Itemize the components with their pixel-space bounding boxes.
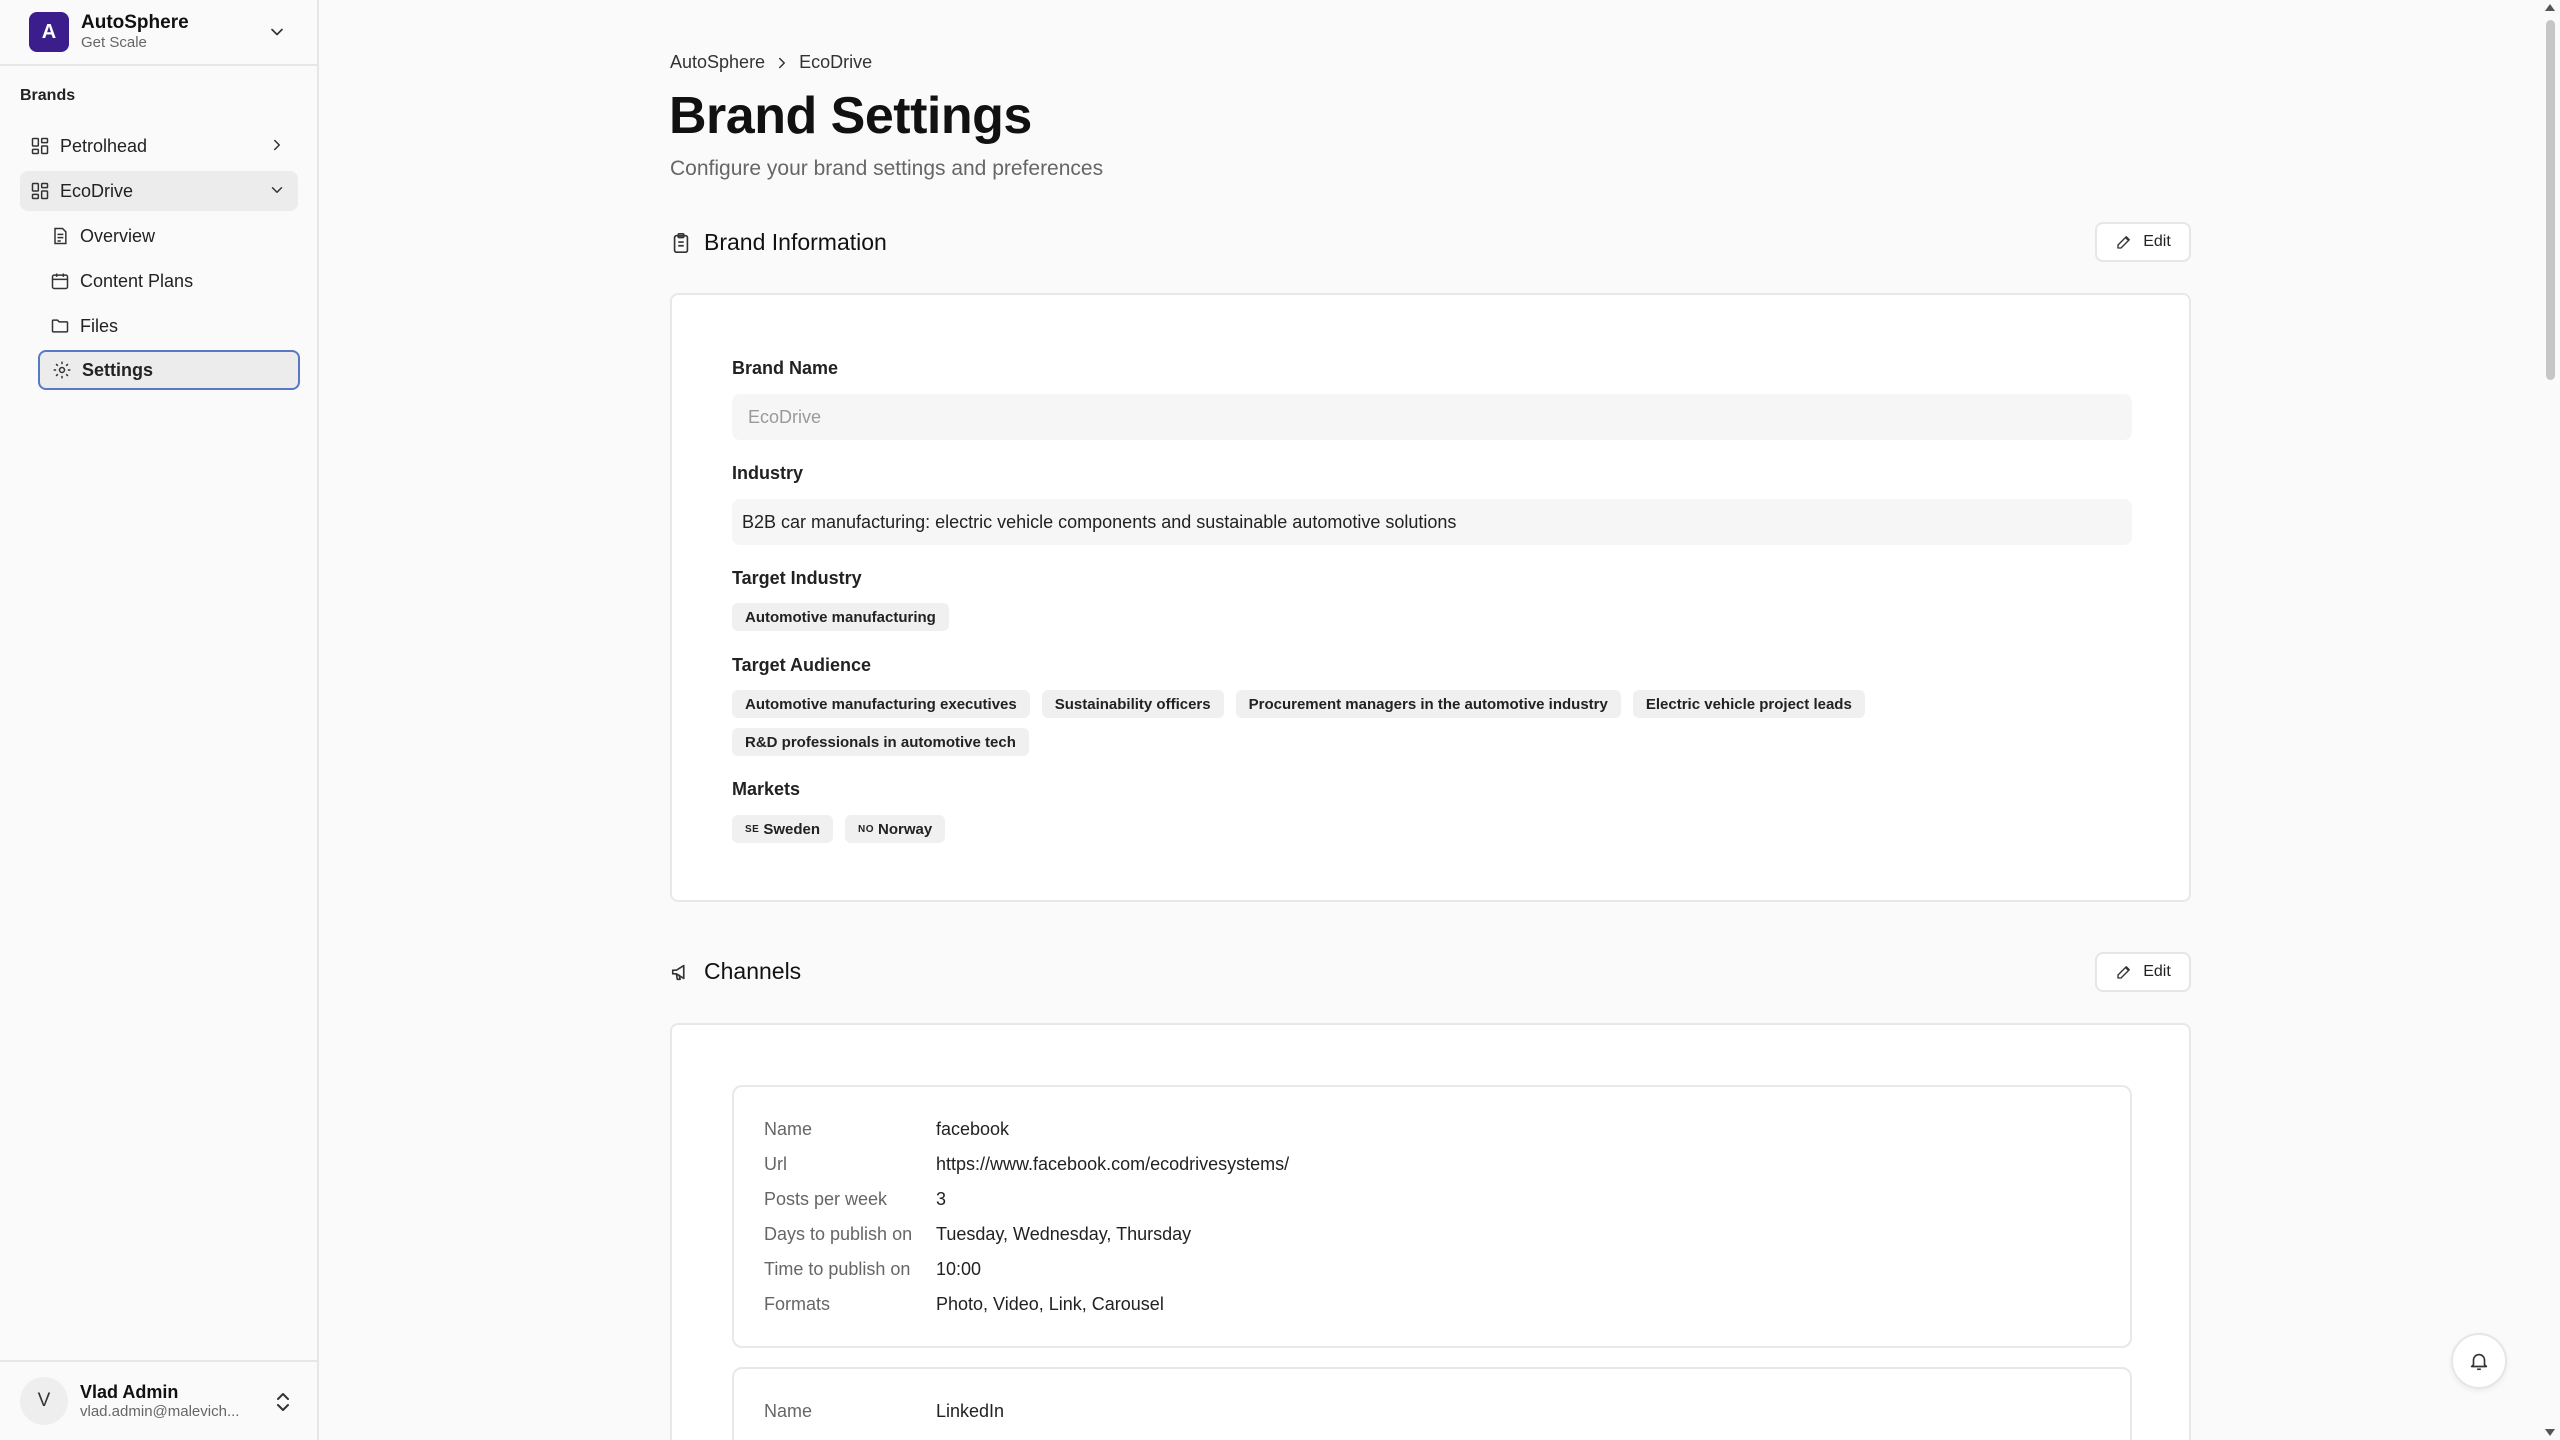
sidebar-item-overview[interactable] [38,216,300,256]
chevrons-up-down-icon [273,1390,293,1414]
pencil-icon [2115,233,2133,251]
user-email: vlad.admin@malevich... [80,1403,240,1420]
page-scrollbar[interactable] [2540,0,2560,1440]
dashboard-icon [30,136,50,156]
clipboard-icon [670,232,692,254]
channel-row-name: Name LinkedIn [764,1401,1005,1421]
sidebar-item-petrolhead[interactable] [20,126,298,166]
channel-name: LinkedIn [936,1401,1005,1421]
channel-time: 10:00 [936,1259,982,1279]
channel-card-facebook [732,1085,2132,1348]
target-audience-label: Target Audience [732,655,872,675]
tag: R&D professionals in automotive tech [732,728,1029,756]
bell-icon [2468,1350,2490,1372]
market-name: Norway [878,820,933,838]
industry-label: Industry [732,463,804,483]
channel-name: facebook [936,1119,1010,1139]
pencil-icon [2115,963,2133,981]
tag: Electric vehicle project leads [1633,690,1865,718]
scroll-up-icon[interactable] [2545,4,2555,11]
notifications-button[interactable] [2451,1333,2507,1389]
channel-row-name: Name facebook [764,1119,1010,1139]
brand-name-label: Brand Name [732,358,839,378]
brand-name-input[interactable]: EcoDrive [732,394,2132,440]
megaphone-icon [670,961,692,983]
breadcrumb-current[interactable]: EcoDrive [799,52,873,72]
channel-url[interactable]: https://www.facebook.com/ecodrivesystems/ [936,1154,1290,1174]
sidebar-item-content-plans[interactable] [38,261,300,301]
user-name: Vlad Admin [80,1382,179,1402]
page-title: Brand Settings [669,87,1032,145]
chevron-down-icon [268,181,286,199]
document-icon [50,226,70,246]
sidebar-item-ecodrive[interactable] [20,171,298,211]
tag: Sustainability officers [1042,690,1224,718]
sidebar-item-label: Settings [82,359,154,380]
org-avatar: A [29,12,69,52]
sidebar-item-settings[interactable] [38,350,300,390]
sidebar-item-label: Petrolhead [60,135,148,156]
market-name: Sweden [763,820,821,838]
org-switcher[interactable] [0,0,317,66]
chevron-right-icon [773,54,791,72]
section-title: Channels [704,958,802,984]
sidebar-item-label: Content Plans [80,270,194,291]
user-menu[interactable] [0,1360,317,1440]
main-content [320,0,2540,1440]
org-plan: Get Scale [81,34,147,51]
sidebar-item-label: Overview [80,225,156,246]
channel-row-days: Days to publish on Tuesday, Wednesday, Thursday [764,1224,1192,1244]
page-subtitle: Configure your brand settings and preferences [670,157,1104,180]
sidebar-item-label: Files [80,315,119,336]
channel-row-time: Time to publish on 10:00 [764,1259,982,1279]
sidebar-item-files[interactable] [38,306,300,346]
markets-label: Markets [732,779,801,799]
channel-posts-per-week: 3 [936,1189,947,1209]
sidebar [0,0,319,1440]
folder-icon [50,316,70,336]
chevron-down-icon [267,22,287,42]
brand-info-edit-button[interactable] [2095,222,2191,262]
channel-row-url: Url https://www.facebook.com/ecodrivesystems/ [764,1154,1290,1174]
chevron-right-icon [268,136,286,154]
channel-row-formats: Formats Photo, Video, Link, Carousel [764,1294,1164,1314]
target-industry-tags [732,603,2132,631]
target-audience-tags [732,690,2132,756]
sidebar-item-label: EcoDrive [60,180,134,201]
edit-label: Edit [2143,963,2171,980]
channel-days: Tuesday, Wednesday, Thursday [936,1224,1192,1244]
avatar: V [20,1377,68,1425]
gear-icon [52,360,72,380]
channel-row-posts: Posts per week 3 [764,1189,947,1209]
channels-heading [670,958,801,985]
breadcrumb [670,52,872,73]
tag: Procurement managers in the automotive industry [1236,690,1621,718]
flag-icon: NO [858,823,875,835]
edit-label: Edit [2143,233,2171,250]
channels-edit-button[interactable] [2095,952,2191,992]
org-name: AutoSphere [81,12,189,33]
market-tag [845,815,945,843]
channels-card [670,1023,2191,1440]
breadcrumb-root[interactable]: AutoSphere [670,52,766,72]
tag: Automotive manufacturing [732,603,949,631]
brand-information-heading [670,229,887,256]
industry-field[interactable]: B2B car manufacturing: electric vehicle components and sustainable automotive solutions [732,499,2132,545]
tag: Automotive manufacturing executives [732,690,1030,718]
brands-group-label: Brands [20,87,76,104]
calendar-icon [50,271,70,291]
target-industry-label: Target Industry [732,568,862,588]
dashboard-icon [30,181,50,201]
section-title: Brand Information [704,229,887,255]
channel-card-linkedin [732,1367,2132,1440]
scroll-thumb[interactable] [2546,20,2555,380]
channel-formats: Photo, Video, Link, Carousel [936,1294,1164,1314]
brand-information-card [670,293,2191,902]
markets-tags [732,815,2132,843]
scroll-down-icon[interactable] [2545,1429,2555,1436]
market-tag [732,815,833,843]
flag-icon: SE [745,823,760,835]
